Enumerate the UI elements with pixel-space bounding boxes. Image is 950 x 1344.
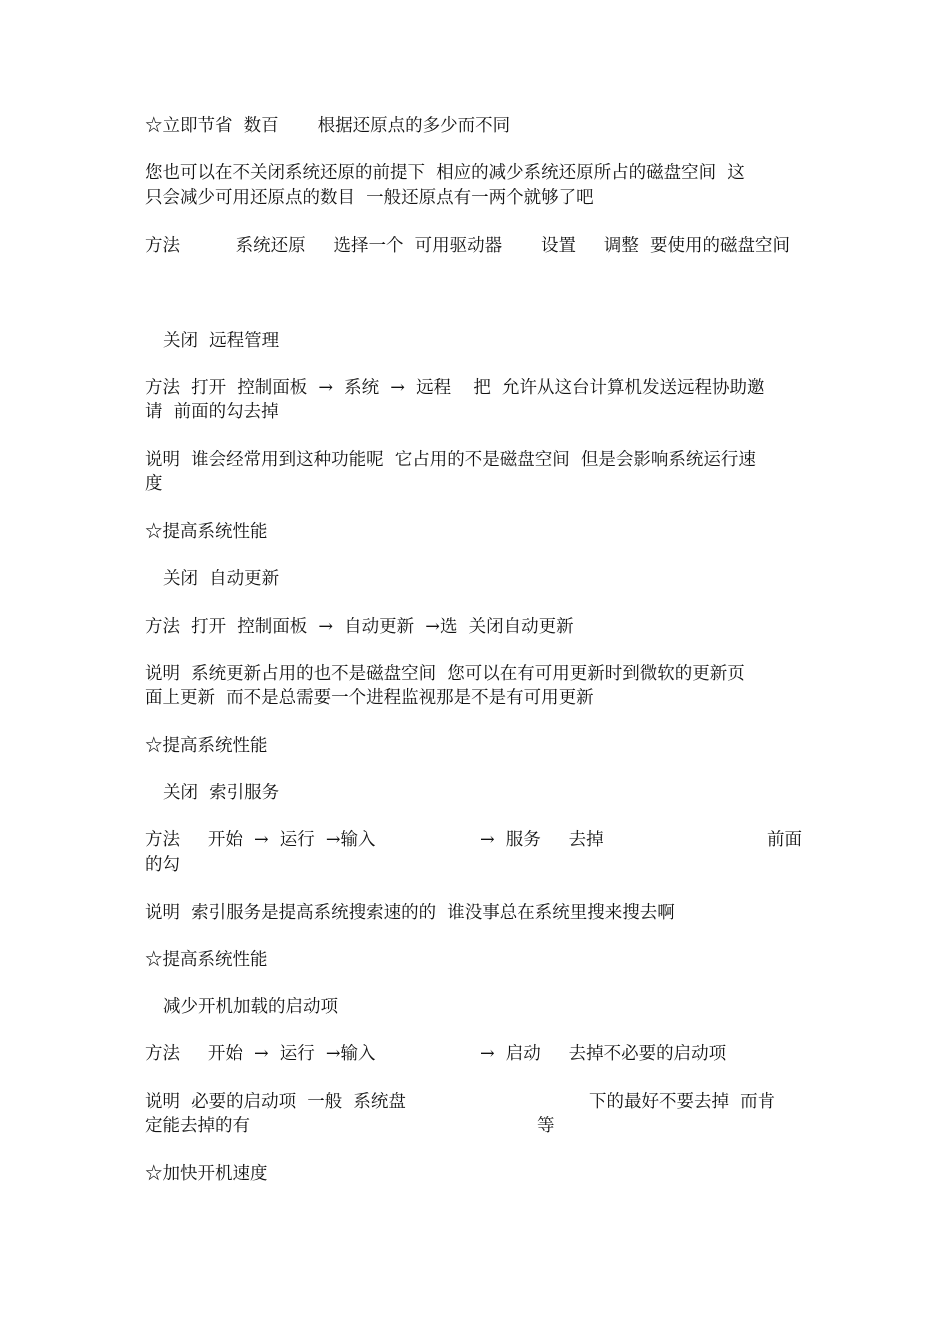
method-startup-part-2: → 启动 去掉不必要的启动项: [480, 1044, 727, 1064]
section-title-performance-2: ☆提高系统性能: [145, 736, 268, 756]
section-title-performance-3: ☆提高系统性能: [145, 950, 268, 970]
note-remote-line-2: 度: [145, 474, 163, 494]
item-title-startup-items: 减少开机加载的启动项: [163, 997, 338, 1017]
method-remote-line-1: 方法 打开 控制面板 → 系统 → 远程 把 允许从这台计算机发送远程协助邀: [145, 378, 765, 398]
method-restore: 方法 系统还原 选择一个 可用驱动器 设置 调整 要使用的磁盘空间: [145, 236, 790, 256]
method-index-part-1: 方法 开始 → 运行 →输入: [145, 830, 376, 850]
method-remote-line-2: 请 前面的勾去掉: [145, 402, 279, 422]
section-title-boot-speed: ☆加快开机速度: [145, 1164, 268, 1184]
item-title-remote-management: 关闭 远程管理: [163, 331, 280, 351]
paragraph-restore-line-2: 只会减少可用还原点的数目 一般还原点有一两个就够了吧: [145, 188, 594, 208]
note-startup-part-2: 下的最好不要去掉 而肯: [589, 1092, 776, 1112]
item-title-auto-update: 关闭 自动更新: [163, 569, 280, 589]
method-auto-update: 方法 打开 控制面板 → 自动更新 →选 关闭自动更新: [145, 617, 574, 637]
note-auto-update-line-1: 说明 系统更新占用的也不是磁盘空间 您可以在有可用更新时到微软的更新页: [145, 664, 745, 684]
item-title-index-service: 关闭 索引服务: [163, 783, 280, 803]
note-startup-part-1: 说明 必要的启动项 一般 系统盘: [145, 1092, 406, 1112]
note-startup-line-2-part-2: 等: [537, 1116, 555, 1136]
section-title-performance-1: ☆提高系统性能: [145, 522, 268, 542]
note-remote-line-1: 说明 谁会经常用到这种功能呢 它占用的不是磁盘空间 但是会影响系统运行速: [145, 450, 756, 470]
method-index-part-2: → 服务 去掉: [480, 830, 604, 850]
paragraph-restore-line-1: 您也可以在不关闭系统还原的前提下 相应的减少系统还原所占的磁盘空间 这: [145, 163, 745, 183]
note-startup-line-2-part-1: 定能去掉的有: [145, 1116, 250, 1136]
note-auto-update-line-2: 面上更新 而不是总需要一个进程监视那是不是有可用更新: [145, 688, 594, 708]
method-index-part-3: 前面: [767, 830, 802, 850]
method-startup-part-1: 方法 开始 → 运行 →输入: [145, 1044, 376, 1064]
note-index-service: 说明 索引服务是提高系统搜索速的的 谁没事总在系统里搜来搜去啊: [145, 903, 675, 923]
method-index-line-2: 的勾: [145, 855, 180, 875]
section-title-save-space: ☆立即节省 数百 根据还原点的多少而不同: [145, 116, 511, 136]
